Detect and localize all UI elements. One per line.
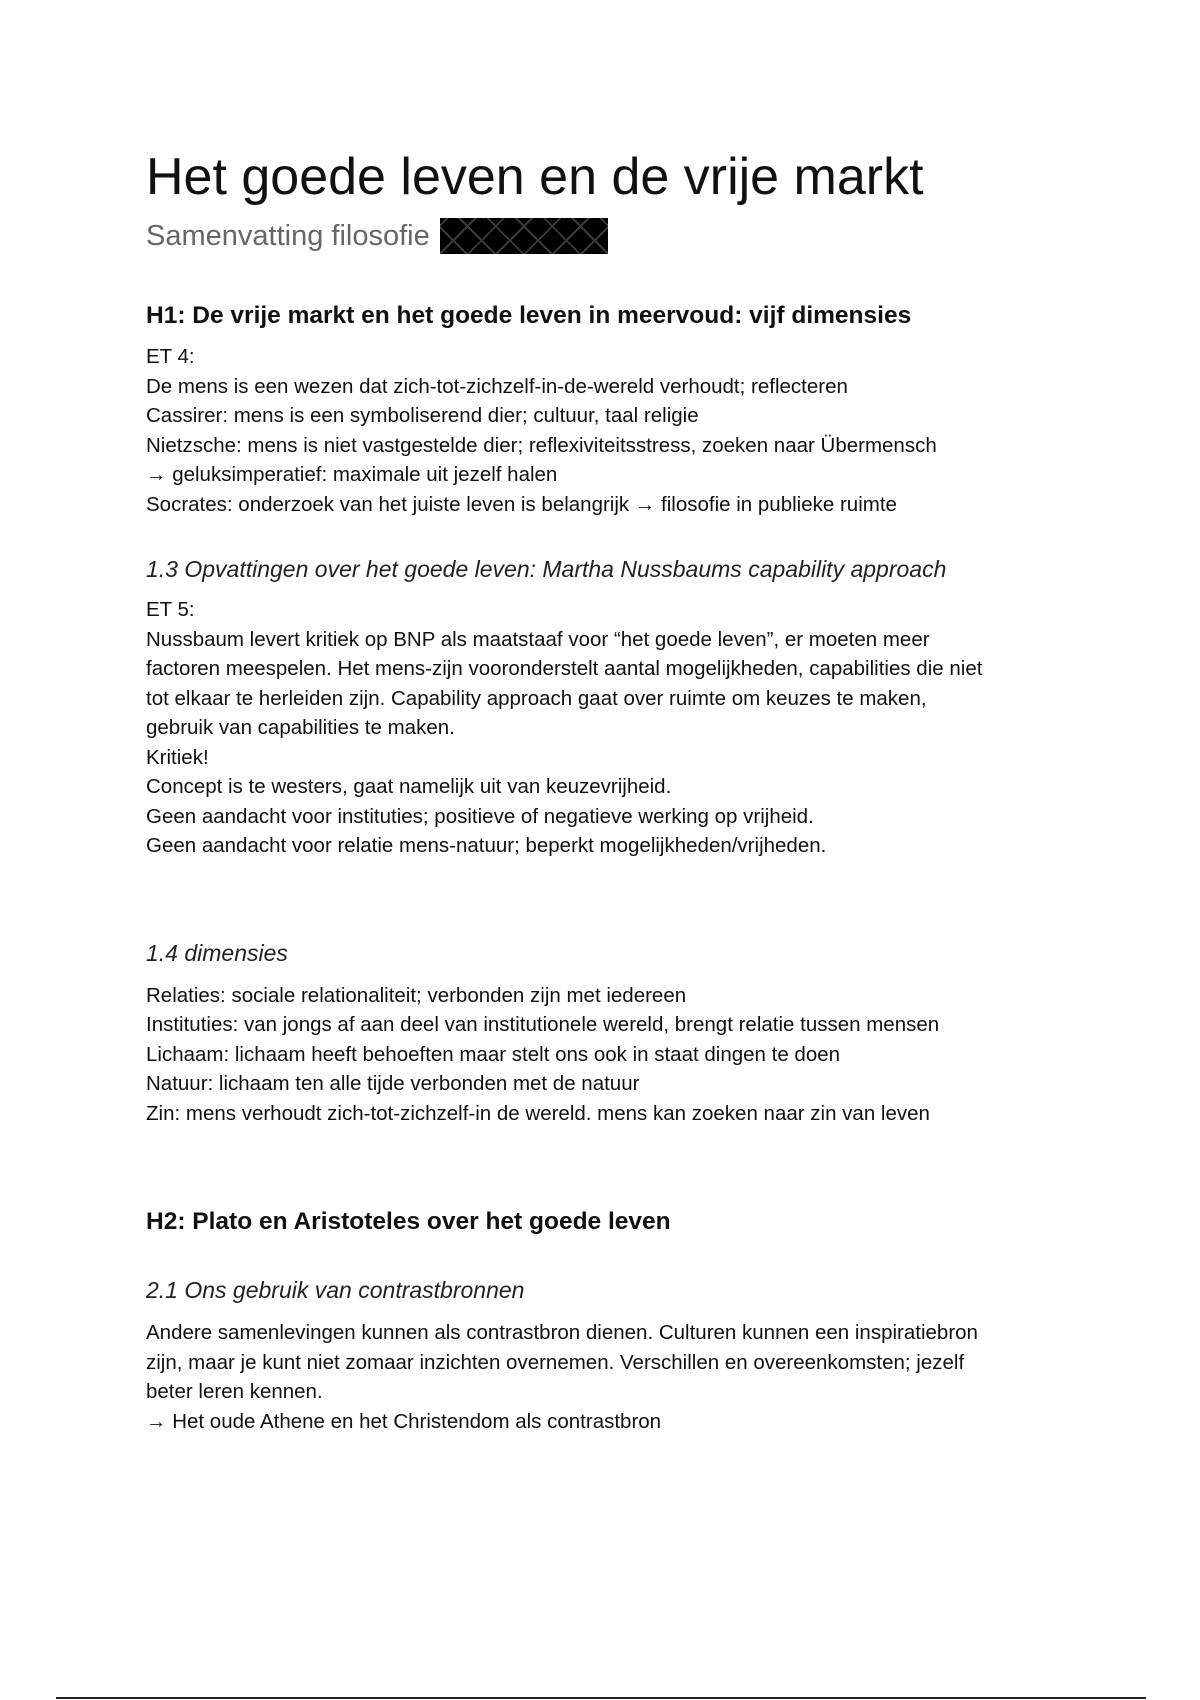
- text-line: Zin: mens verhoudt zich-tot-zichzelf-in de wereld. mens kan zoeken naar zin van leven: [146, 1101, 930, 1125]
- text-line: ET 4:: [146, 345, 195, 368]
- text-line: gebruik van capabilities te maken.: [146, 716, 455, 739]
- text-line: ET 5:: [146, 598, 195, 621]
- document-title: Het goede leven en de vrije markt: [146, 148, 924, 206]
- paragraph-h1: [146, 342, 1076, 519]
- page-bottom-rule: [56, 1697, 1146, 1699]
- text-line: Relaties: sociale relationaliteit; verbonden zijn met iedereen: [146, 983, 687, 1007]
- text-line: Instituties: van jongs af aan deel van institutionele wereld, brengt relatie tussen mensen: [146, 1013, 940, 1036]
- text-line: Geen aandacht voor instituties; positieve of negatieve werking op vrijheid.: [146, 804, 814, 828]
- document-subtitle: [146, 214, 1076, 258]
- text-line: Socrates: onderzoek van het juiste leven is belangrijk → filosofie in publieke ruimte: [146, 492, 897, 516]
- text-line: → geluksimperatief: maximale uit jezelf halen: [146, 463, 558, 486]
- text-line: Kritiek!: [146, 745, 209, 769]
- text-line: Nussbaum levert kritiek op BNP als maatstaaf voor “het goede leven”, er moeten meer: [146, 627, 930, 651]
- heading-1-4: 1.4 dimensies: [146, 939, 288, 966]
- subtitle-text: Samenvatting filosofie: [146, 220, 430, 252]
- text-line: → Het oude Athene en het Christendom als contrastbron: [146, 1409, 662, 1433]
- text-line: Cassirer: mens is een symboliserend dier; cultuur, taal religie: [146, 404, 699, 427]
- paragraph-1-4: [146, 981, 1076, 1129]
- heading-h2: H2: Plato en Aristoteles over het goede leven: [146, 1208, 671, 1235]
- text-line: beter leren kennen.: [146, 1380, 323, 1403]
- text-line: De mens is een wezen dat zich-tot-zichzelf-in-de-wereld verhoudt; reflecteren: [146, 374, 848, 398]
- text-line: tot elkaar te herleiden zijn. Capability approach gaat over ruimte om keuzes te maken,: [146, 686, 927, 710]
- text-line: factoren meespelen. Het mens-zijn vooronderstelt aantal mogelijkheden, capabilities die niet: [146, 657, 983, 680]
- text-line: Andere samenlevingen kunnen als contrastbron dienen. Culturen kunnen een inspiratiebron: [146, 1321, 978, 1344]
- text-line: zijn, maar je kunt niet zomaar inzichten overnemen. Verschillen en overeenkomsten; jezelf: [146, 1350, 965, 1374]
- text-line: Nietzsche: mens is niet vastgestelde dier; reflexiviteitsstress, zoeken naar Übermensch: [146, 433, 937, 457]
- text-line: Lichaam: lichaam heeft behoeften maar stelt ons ook in staat dingen te doen: [146, 1042, 841, 1066]
- text-line: Concept is te westers, gaat namelijk uit van keuzevrijheid.: [146, 775, 672, 798]
- heading-1-3: 1.3 Opvattingen over het goede leven: Martha Nussbaums capability approach: [146, 556, 947, 582]
- heading-2-1: 2.1 Ons gebruik van contrastbronnen: [146, 1277, 525, 1303]
- text-line: Geen aandacht voor relatie mens-natuur; beperkt mogelijkheden/vrijheden.: [146, 834, 827, 857]
- document-page: [146, 140, 1076, 1436]
- paragraph-1-3: [146, 595, 1076, 861]
- heading-h1: H1: De vrije markt en het goede leven in meervoud: vijf dimensies: [146, 302, 912, 329]
- redacted-name: [440, 218, 608, 254]
- text-line: Natuur: lichaam ten alle tijde verbonden met de natuur: [146, 1072, 640, 1095]
- paragraph-2-1: [146, 1318, 1076, 1436]
